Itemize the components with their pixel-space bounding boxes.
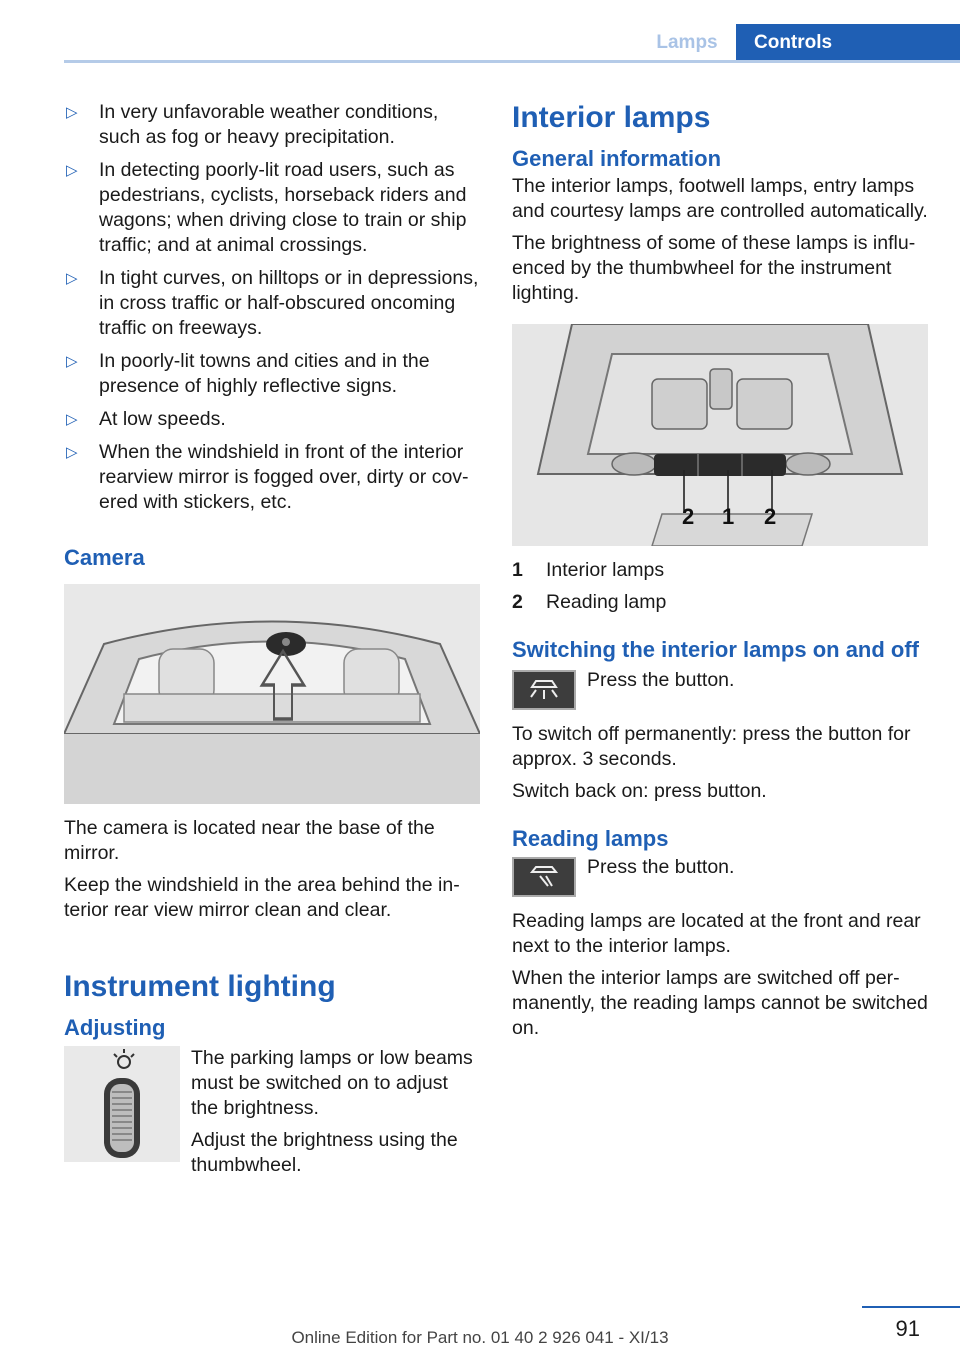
caption-row — [512, 590, 930, 615]
camera-paragraph-1: The camera is located near the base of the mirror. — [64, 817, 435, 864]
reading-lamp-button-icon — [512, 857, 576, 897]
interior-lamp-button-block — [512, 670, 930, 710]
list-item — [64, 100, 480, 150]
figure-label: 2 — [682, 504, 695, 529]
camera-figure — [64, 584, 480, 804]
conditions-list — [64, 100, 480, 515]
reading-lamp-button-block — [512, 857, 930, 897]
list-item-text: In tight curves, on hilltops or in depressions, in cross traffic or half-obscured oncoming traffic on freeways. — [99, 267, 479, 339]
triangle-bullet-icon: ▷ — [66, 162, 78, 179]
switching-press-text: Press the button. — [587, 669, 735, 691]
triangle-bullet-icon: ▷ — [66, 270, 78, 287]
triangle-bullet-icon: ▷ — [66, 411, 78, 428]
list-item-text: When the windshield in front of the interior rearview mirror is fogged over, dirty or covered with stickers, etc. — [99, 441, 469, 513]
thumbwheel-icon — [64, 1046, 180, 1162]
triangle-bullet-icon: ▷ — [66, 104, 78, 121]
header-rule — [64, 60, 960, 63]
camera-heading: Camera — [64, 545, 145, 570]
reading-paragraph-1: Reading lamps are located at the front and rear next to the interior lamps. — [512, 910, 921, 957]
figure-label: 1 — [722, 504, 735, 529]
triangle-bullet-icon: ▷ — [66, 353, 78, 370]
switching-paragraph-1: To switch off permanently: press the button for approx. 3 seconds. — [512, 723, 911, 770]
left-column — [64, 100, 480, 1185]
list-item-text: In very unfavorable weather conditions, such as fog or heavy precipitation. — [99, 101, 439, 148]
tab-controls[interactable]: Controls — [736, 24, 960, 62]
list-item-text: In poorly-lit towns and cities and in the presence of highly reflective signs. — [99, 350, 430, 397]
tab-lamps[interactable]: Lamps — [656, 32, 718, 53]
caption-text: Reading lamp — [546, 591, 667, 613]
triangle-bullet-icon: ▷ — [66, 444, 78, 461]
right-column — [512, 100, 930, 1048]
adjusting-heading: Adjusting — [64, 1015, 166, 1040]
instrument-lighting-heading: Instrument lighting — [64, 970, 336, 1003]
footer-rule — [862, 1306, 960, 1308]
list-item — [64, 407, 480, 432]
thumbwheel-figure — [64, 1046, 180, 1162]
adjusting-paragraph-1: The parking lamps or low beams must be switched on to adjust the brightness. — [191, 1047, 473, 1119]
adjusting-paragraph-2: Adjust the brightness using the thumbwheel. — [191, 1129, 458, 1176]
general-information-heading: General information — [512, 146, 722, 171]
interior-lamps-figure — [512, 324, 928, 546]
adjusting-block — [64, 1046, 480, 1185]
camera-paragraph-2: Keep the windshield in the area behind the interior rear view mirror clean and clear. — [64, 874, 460, 921]
general-paragraph-2: The brightness of some of these lamps is influenced by the thumbwheel for the instrument lighting. — [512, 232, 916, 304]
switching-paragraph-2: Switch back on: press button. — [512, 780, 767, 802]
list-item — [64, 158, 480, 258]
list-item — [64, 440, 480, 515]
list-item — [64, 349, 480, 399]
footer-note: Online Edition for Part no. 01 40 2 926 041 - XI/13 — [291, 1328, 669, 1347]
interior-lamp-button-icon — [512, 670, 576, 710]
list-item-text: At low speeds. — [99, 408, 226, 430]
list-item — [64, 266, 480, 341]
header-tabs — [638, 24, 960, 62]
caption-number: 1 — [512, 559, 523, 581]
caption-text: Interior lamps — [546, 559, 665, 581]
list-item-text: In detecting poorly-lit road users, such as pedestrians, cyclists, horseback riders and wagons; when driving close to train or ship traffic; and at animal crossings. — [99, 159, 467, 256]
interior-lamps-heading: Interior lamps — [512, 101, 711, 134]
general-paragraph-1: The interior lamps, footwell lamps, entry lamps and courtesy lamps are controlled automatically. — [512, 175, 928, 222]
figure-label: 2 — [764, 504, 777, 529]
reading-lamps-heading: Reading lamps — [512, 826, 669, 851]
reading-press-text: Press the button. — [587, 856, 735, 878]
caption-row — [512, 558, 930, 583]
car-interior-camera-illustration — [64, 584, 480, 804]
page-number: 91 — [895, 1316, 920, 1341]
adjusting-text — [191, 1046, 480, 1185]
reading-paragraph-2: When the interior lamps are switched off permanently, the reading lamps cannot be switched on. — [512, 967, 928, 1039]
overhead-console-illustration — [512, 324, 928, 546]
switching-heading: Switching the interior lamps on and off — [512, 637, 920, 662]
figure-caption-list — [512, 558, 930, 615]
caption-number: 2 — [512, 591, 523, 613]
